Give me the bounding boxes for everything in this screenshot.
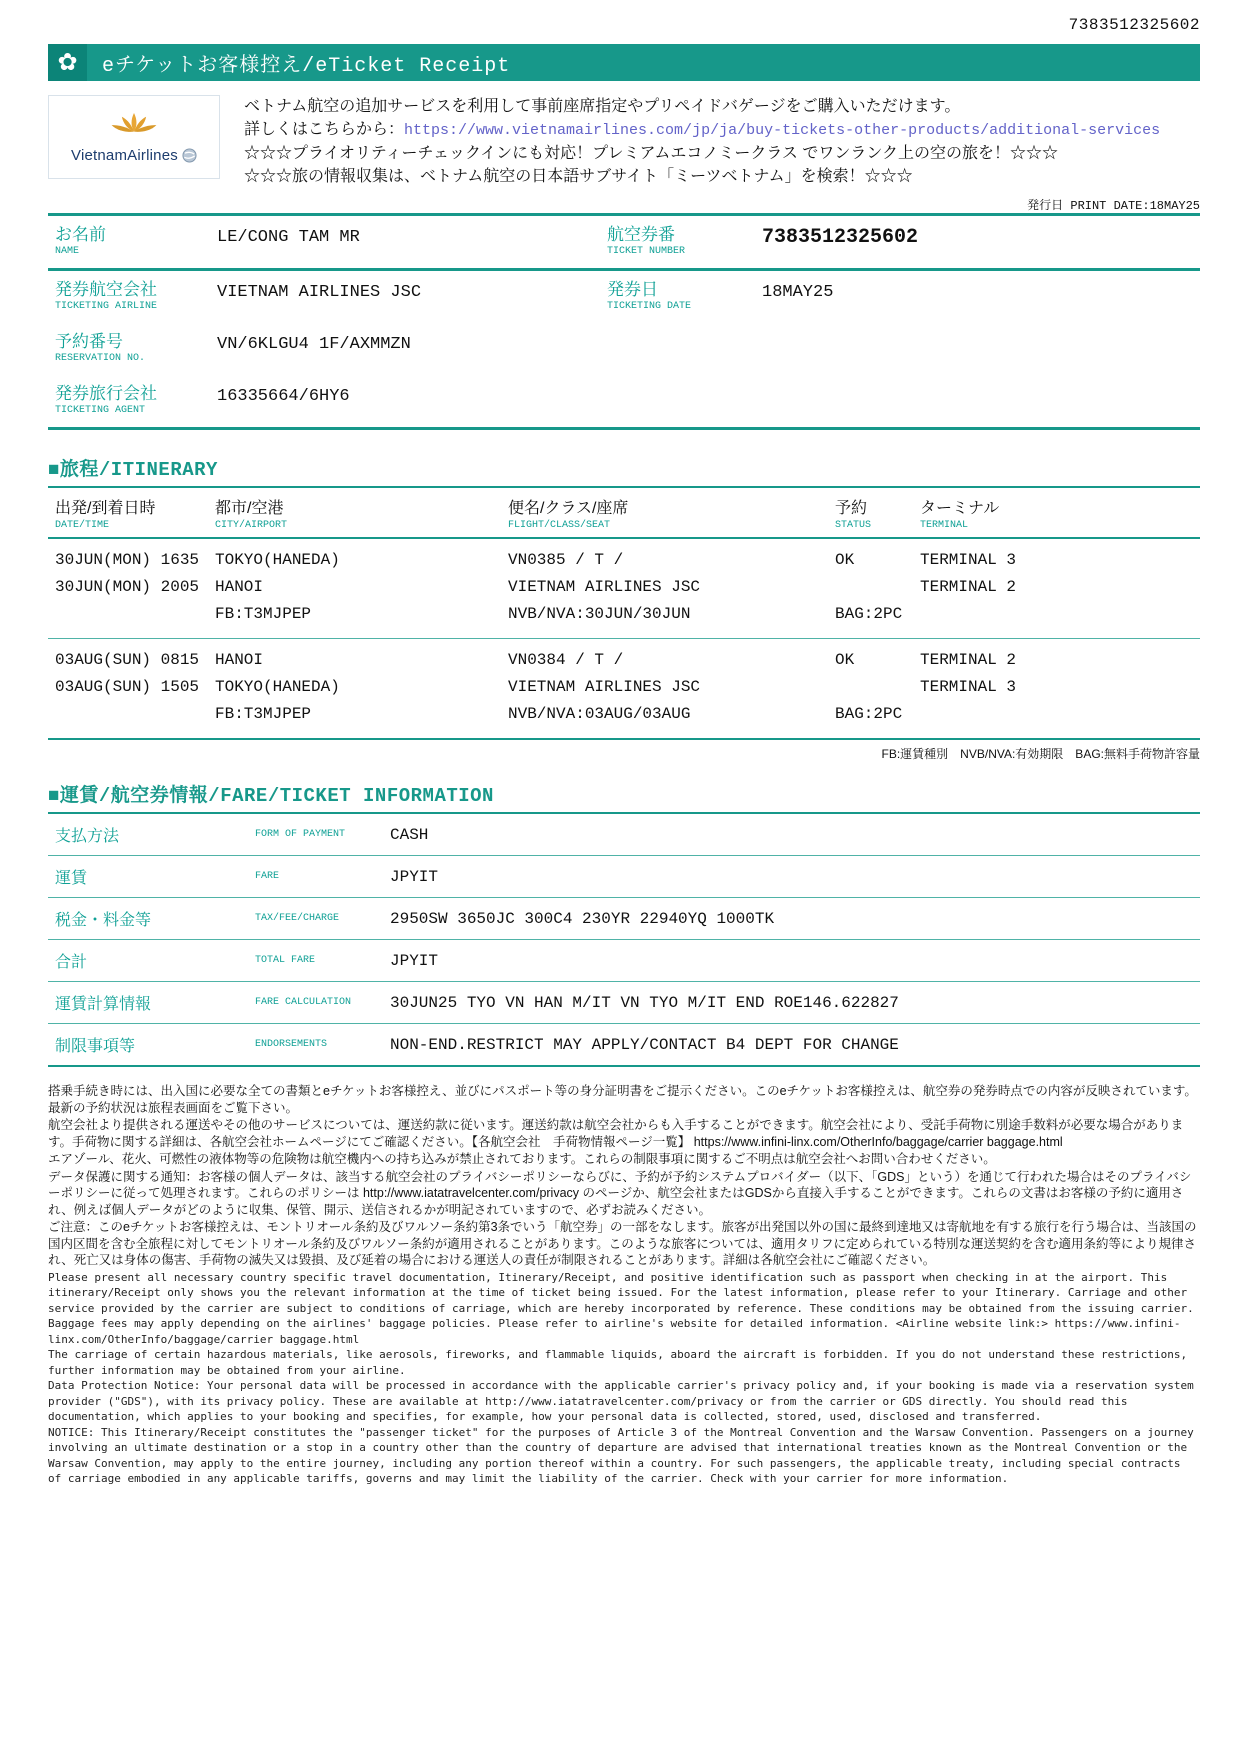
ticketing-date-label: 発券日 TICKETING DATE [607,280,692,312]
promo-line-1: ベトナム航空の追加サービスを利用して事前座席指定やプリペイドバゲージをご購入いただけます。 [244,98,961,115]
divider [48,1065,1200,1067]
total-fare-value: JPYIT [390,951,439,970]
segment-line: 30JUN(MON) 1635 TOKYO(HANEDA) VN0385 / T / OK TERMINAL 3 [55,551,1017,569]
segment-line: FB:T3MJPEP NVB/NVA:30JUN/30JUN BAG:2PC [215,605,903,623]
promo-line-4: ☆☆☆旅の情報収集は、ベトナム航空の日本語サブサイト「ミーツベトナム」を検索！☆☆☆ [244,168,913,185]
col-status: 予約 STATUS [835,500,872,531]
sakura-flower-icon: ✿ [57,48,78,76]
promo-link-prefix: 詳しくはこちらから： [244,121,405,138]
banner-corner-square [48,44,87,81]
passenger-row-name [48,216,1200,268]
fare-calculation-value: 30JUN25 TYO VN HAN M/IT VN TYO M/IT END ROE146.622827 [390,993,899,1012]
promo-line-3: ☆☆☆プライオリティーチェックインにも対応！プレミアムエコノミークラス でワンランク上の空の旅を！☆☆☆ [244,145,1059,162]
fine-print-block [48,1083,1200,1487]
fine-print-jp-5: ご注意：このeチケットお客様控えは、モントリオール条約及びワルソー条約第3条でいう「航空券」の一部をなします。旅客が出発国以外の国に最終到達地又は寄航地を有する旅行を行う場合は、当該国の国内区間を含む全旅程に対してモントリオール条約及びワルソー条約が適用されることがあります。このような旅客については、適用タリフに定められている特別な運送契約を含む適用条約等により規律され、死亡又は身体の傷害、手荷物の滅失又は毀損、及び延着の場合における運送人の責任が制限されることがあります。詳細は各航空会社にご確認ください。 [48,1220,1197,1267]
segment-line: 03AUG(SUN) 1505 TOKYO(HANEDA) VIETNAM AIRLINES JSC TERMINAL 3 [55,678,1017,696]
segment-line: FB:T3MJPEP NVB/NVA:03AUG/03AUG BAG:2PC [215,705,903,723]
brand-row [48,95,1200,188]
itinerary-section-title: ■旅程/ITINERARY [48,459,218,481]
passenger-name-value: LE/CONG TAM MR [217,228,360,247]
fine-print-jp-4: データ保護に関する通知：お客様の個人データは、該当する航空会社のプライバシーポリシーならびに、予約が予約システムプロバイダー（以下、「GDS」という）を通じて行われた場合はそのプライバシーポリシーに従って処理されます。これらのポリシーは http://www.iatatravelcenter.com/privacy のページか、航空会社またはGDSから直接入手することができます。これらの文書はお客様の予約に適用され、例えば個人データがどのように収集、保管、開示、送信されるかが明記されていますので、必ずお読みください。 [48,1169,1192,1217]
passenger-row-agent [48,375,1200,427]
ticket-number-value: 7383512325602 [762,226,919,249]
document-number: 7383512325602 [1068,16,1200,34]
fine-print-jp-2: 航空会社より提供される運送やその他のサービスについては、運送約款に従います。運送約款は航空会社からも入手することができます。航空会社により、受託手荷物に別途手数料が必要な場合があります。手荷物に関する詳細は、各航空会社ホームページにてご確認ください。【各航空会社 手荷物情報ページ一覧】 https://www.infini-linx.com/OtherInfo/baggage/carrier baggage.html [48,1118,1184,1149]
passenger-row-reservation [48,323,1200,375]
tax-fee-charge-value: 2950SW 3650JC 300C4 230YR 22940YQ 1000TK [390,909,775,928]
fine-print-en-3: Data Protection Notice: Your personal data will be processed in accordance with the applicable carrier's privacy policy and, if your booking is made via a reservation system provider ("GDS"), with its privacy policy. These are available at http://www.iatatravelcenter.com/privacy or from the carrier or GDS directly. You should read this documentation, which applies to your booking and specifies, for example, how your personal data is collected, stored, used, disclosed and transferred. [48,1379,1194,1423]
promo-line-2 [244,118,1160,142]
fare-row-tax: 税金・料金等 TAX/FEE/CHARGE 2950SW 3650JC 300C4 230YR 22940YQ 1000TK [48,898,1200,939]
flight-segment-return [48,639,1200,738]
col-city-airport: 都市/空港 CITY/AIRPORT [215,500,288,531]
reservation-no-value: VN/6KLGU4 1F/AXMMZN [217,335,411,354]
ticket-number-label: 航空券番 TICKET NUMBER [607,225,686,257]
passenger-row-airline [48,271,1200,323]
ticketing-airline-label: 発券航空会社 TICKETING AIRLINE [55,280,158,312]
endorsements-value: NON-END.RESTRICT MAY APPLY/CONTACT B4 DEPT FOR CHANGE [390,1035,899,1054]
ticketing-agent-value: 16335664/6HY6 [217,387,350,406]
reservation-no-label: 予約番号 RESERVATION NO. [55,332,146,364]
fare-row-total: 合計 TOTAL FARE JPYIT [48,940,1200,981]
ticketing-airline-value: VIETNAM AIRLINES JSC [217,283,422,302]
fine-print-en-2: The carriage of certain hazardous materials, like aerosols, fireworks, and flammable liquids, aboard the aircraft is forbidden. If you do not understand these restrictions, further information may be obtained from your airline. [48,1348,1188,1377]
itinerary-header-row [48,488,1200,537]
name-label: お名前 NAME [55,225,106,257]
fine-print-jp-3: エアゾール、花火、可燃性の液体物等の危険物は航空機内への持ち込みが禁止されております。これらの制限事項に関するご不明点は航空会社へお問い合わせください。 [48,1152,996,1166]
segment-line: 03AUG(SUN) 0815 HANOI VN0384 / T / OK TERMINAL 2 [55,651,1017,669]
fare-row-endorsements: 制限事項等 ENDORSEMENTS NON-END.RESTRICT MAY APPLY/CONTACT B4 DEPT FOR CHANGE [48,1024,1200,1065]
fare-section-title: ■運賃/航空券情報/FARE/TICKET INFORMATION [48,785,494,807]
fare-value: JPYIT [390,867,439,886]
ticketing-date-value: 18MAY25 [762,283,834,302]
col-terminal: ターミナル TERMINAL [920,500,1000,531]
print-date: 発行日 PRINT DATE:18MAY25 [1027,199,1200,213]
title-banner [48,44,1200,81]
fine-print-en-1: Please present all necessary country specific travel documentation, Itinerary/Receipt, and positive identification such as passport when checking in at the airport. This itinerary/Receipt only shows you the relevant information at the time of ticket being issued. For the latest information, please refer to your Itinerary. Carriage and other service provided by the carrier are subject to conditions of carriage, which are hereby incorporated by reference. These conditions may be obtained from the issuing carrier. Baggage fees may apply depending on the airlines' baggage policies. Please refer to airline's website for detailed information. <Airline website link:> https://www.infini-linx.com/OtherInfo/baggage/carrier baggage.html [48,1270,1194,1346]
vietnam-airlines-logo [48,95,220,179]
fare-row-calculation: 運賃計算情報 FARE CALCULATION 30JUN25 TYO VN HAN M/IT VN TYO M/IT END ROE146.622827 [48,982,1200,1023]
logo-wordmark: VietnamAirlines [71,147,178,164]
fare-row-fare: 運賃 FARE JPYIT [48,856,1200,897]
fine-print-jp-1: 搭乗手続き時には、出入国に必要な全ての書類とeチケットお客様控え、並びにパスポート等の身分証明書をご提示ください。このeチケットお客様控えは、航空券の発券時点での内容が反映されています。最新の予約状況は旅程表画面をご覧下さい。 [48,1084,1197,1115]
form-of-payment-value: CASH [390,825,429,844]
flight-segment-outbound [48,539,1200,638]
itinerary-footnote: FB:運賃種別 NVB/NVA:有効期限 BAG:無料手荷物許容量 [881,747,1200,761]
col-date-time: 出発/到着日時 DATE/TIME [55,500,156,531]
lotus-icon [106,110,162,144]
ticketing-agent-label: 発券旅行会社 TICKETING AGENT [55,384,157,416]
additional-services-link[interactable]: https://www.vietnamairlines.com/jp/ja/buy-tickets-other-products/additional-services [404,122,1161,139]
segment-line: 30JUN(MON) 2005 HANOI VIETNAM AIRLINES JSC TERMINAL 2 [55,578,1017,596]
divider [48,427,1200,430]
col-flight-class-seat: 便名/クラス/座席 FLIGHT/CLASS/SEAT [508,500,629,531]
promo-text-block [244,95,1160,188]
skyteam-globe-icon [182,148,197,163]
page-title: eチケットお客様控え/eTicket Receipt [102,54,511,78]
fare-row-payment: 支払方法 FORM OF PAYMENT CASH [48,814,1200,855]
divider [48,738,1200,740]
fine-print-en-4: NOTICE: This Itinerary/Receipt constitutes the "passenger ticket" for the purposes of Article 3 of the Montreal Convention and the Warsaw Convention. Passengers on a journey involving an ultimate destination or a stop in a country other than the country of departure are advised that international treaties known as the Montreal Convention or the Warsaw Convention, may apply to the entire journey, including any portion thereof within a country. For such passengers, the applicable treaty, including special contracts of carriage embodied in any applicable tariffs, governs and may limit the liability of the carrier. Check with your carrier for more information. [48,1425,1194,1485]
